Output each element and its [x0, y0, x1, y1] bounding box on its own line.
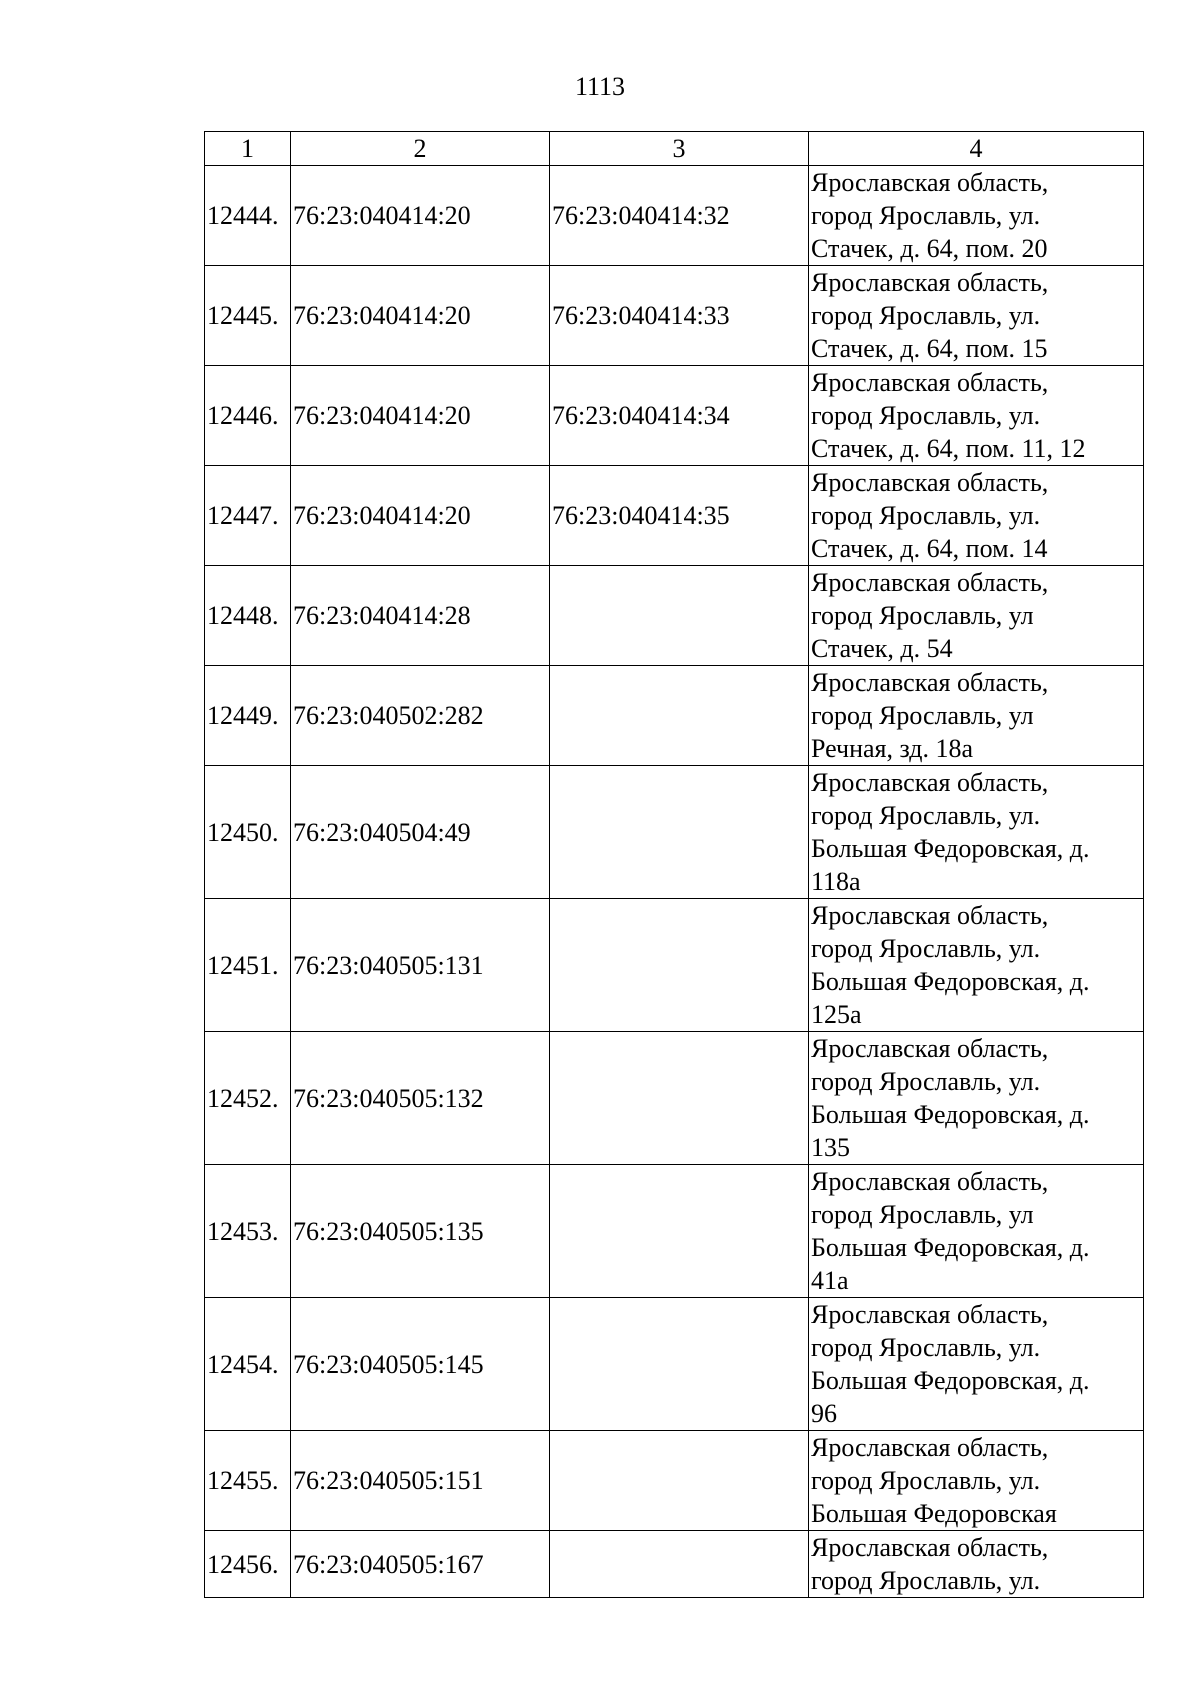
table-header — [205, 132, 1144, 166]
object-number-cell — [550, 1531, 809, 1598]
address-line: Ярославская область, — [811, 768, 1049, 797]
registry-table — [204, 131, 1144, 1598]
parcel-number-cell: 76:23:040414:20 — [291, 466, 550, 566]
address-line: город Ярославль, ул. — [811, 934, 1041, 963]
address-line: 118а — [811, 867, 861, 896]
table-row — [205, 666, 1144, 766]
row-number-cell: 12455. — [205, 1431, 291, 1531]
table-row — [205, 899, 1144, 1032]
address-line: Большая Федоровская — [811, 1499, 1057, 1528]
parcel-number-cell: 76:23:040505:167 — [291, 1531, 550, 1598]
table-row — [205, 366, 1144, 466]
object-number-cell — [550, 1431, 809, 1531]
address-line: Ярославская область, — [811, 668, 1049, 697]
object-number-cell — [550, 566, 809, 666]
table-row — [205, 1431, 1144, 1531]
address-cell — [809, 899, 1144, 1032]
address-line: Ярославская область, — [811, 1167, 1049, 1196]
address-line: город Ярославль, ул. — [811, 1333, 1041, 1362]
address-line: 96 — [811, 1399, 837, 1428]
parcel-number-cell: 76:23:040414:28 — [291, 566, 550, 666]
address-line: Стачек, д. 64, пом. 11, 12 — [811, 434, 1086, 463]
page-number: 1113 — [574, 72, 626, 101]
address-line: Ярославская область, — [811, 1300, 1049, 1329]
address-cell — [809, 366, 1144, 466]
address-cell — [809, 566, 1144, 666]
column-header-1: 1 — [205, 132, 291, 166]
parcel-number-cell: 76:23:040414:20 — [291, 166, 550, 266]
address-line: город Ярославль, ул. — [811, 801, 1041, 830]
address-line: Стачек, д. 64, пом. 20 — [811, 234, 1048, 263]
row-number-cell: 12448. — [205, 566, 291, 666]
address-line: Ярославская область, — [811, 468, 1049, 497]
address-line: город Ярославль, ул. — [811, 201, 1041, 230]
address-line: город Ярославль, ул — [811, 1200, 1034, 1229]
address-line: Большая Федоровская, д. — [811, 834, 1090, 863]
table-row — [205, 266, 1144, 366]
address-line: Стачек, д. 64, пом. 15 — [811, 334, 1048, 363]
address-cell — [809, 266, 1144, 366]
object-number-cell: 76:23:040414:34 — [550, 366, 809, 466]
row-number-cell: 12456. — [205, 1531, 291, 1598]
table-row — [205, 566, 1144, 666]
address-line: город Ярославль, ул. — [811, 401, 1041, 430]
address-line: Ярославская область, — [811, 1533, 1049, 1562]
object-number-cell — [550, 766, 809, 899]
address-line: Большая Федоровская, д. — [811, 1100, 1090, 1129]
parcel-number-cell: 76:23:040414:20 — [291, 266, 550, 366]
row-number-cell: 12444. — [205, 166, 291, 266]
object-number-cell — [550, 1165, 809, 1298]
row-number-cell: 12452. — [205, 1032, 291, 1165]
object-number-cell — [550, 666, 809, 766]
row-number-cell: 12445. — [205, 266, 291, 366]
table-row — [205, 166, 1144, 266]
address-line: Большая Федоровская, д. — [811, 1233, 1090, 1262]
address-cell — [809, 1298, 1144, 1431]
parcel-number-cell: 76:23:040414:20 — [291, 366, 550, 466]
address-line: Ярославская область, — [811, 1433, 1049, 1462]
address-line: Ярославская область, — [811, 568, 1049, 597]
object-number-cell: 76:23:040414:33 — [550, 266, 809, 366]
header-row — [205, 132, 1144, 166]
address-cell — [809, 1531, 1144, 1598]
address-line: город Ярославль, ул. — [811, 1067, 1041, 1096]
object-number-cell: 76:23:040414:35 — [550, 466, 809, 566]
parcel-number-cell: 76:23:040505:132 — [291, 1032, 550, 1165]
table-row — [205, 1531, 1144, 1598]
address-line: Ярославская область, — [811, 901, 1049, 930]
column-header-2: 2 — [291, 132, 550, 166]
address-cell — [809, 1032, 1144, 1165]
address-line: город Ярославль, ул. — [811, 1466, 1041, 1495]
address-line: город Ярославль, ул. — [811, 501, 1041, 530]
column-header-4: 4 — [809, 132, 1144, 166]
row-number-cell: 12451. — [205, 899, 291, 1032]
address-line: город Ярославль, ул — [811, 701, 1034, 730]
table-body — [205, 166, 1144, 1598]
table-row — [205, 1032, 1144, 1165]
row-number-cell: 12447. — [205, 466, 291, 566]
address-line: Речная, зд. 18а — [811, 734, 974, 763]
parcel-number-cell: 76:23:040505:131 — [291, 899, 550, 1032]
parcel-number-cell: 76:23:040505:145 — [291, 1298, 550, 1431]
row-number-cell: 12453. — [205, 1165, 291, 1298]
column-header-3: 3 — [550, 132, 809, 166]
address-cell — [809, 666, 1144, 766]
object-number-cell: 76:23:040414:32 — [550, 166, 809, 266]
table-row — [205, 766, 1144, 899]
object-number-cell — [550, 1032, 809, 1165]
address-line: Ярославская область, — [811, 268, 1049, 297]
table-row — [205, 466, 1144, 566]
address-line: Большая Федоровская, д. — [811, 967, 1090, 996]
parcel-number-cell: 76:23:040505:151 — [291, 1431, 550, 1531]
object-number-cell — [550, 899, 809, 1032]
address-line: Большая Федоровская, д. — [811, 1366, 1090, 1395]
address-cell — [809, 1431, 1144, 1531]
address-line: Стачек, д. 54 — [811, 634, 953, 663]
address-cell — [809, 1165, 1144, 1298]
address-line: 125а — [811, 1000, 862, 1029]
parcel-number-cell: 76:23:040504:49 — [291, 766, 550, 899]
parcel-number-cell: 76:23:040505:135 — [291, 1165, 550, 1298]
row-number-cell: 12450. — [205, 766, 291, 899]
row-number-cell: 12454. — [205, 1298, 291, 1431]
table-row — [205, 1298, 1144, 1431]
parcel-number-cell: 76:23:040502:282 — [291, 666, 550, 766]
address-line: город Ярославль, ул — [811, 601, 1034, 630]
address-line: 41а — [811, 1266, 849, 1295]
object-number-cell — [550, 1298, 809, 1431]
address-line: Ярославская область, — [811, 1034, 1049, 1063]
address-cell — [809, 766, 1144, 899]
table-row — [205, 1165, 1144, 1298]
address-line: Стачек, д. 64, пом. 14 — [811, 534, 1048, 563]
address-line: Ярославская область, — [811, 168, 1049, 197]
row-number-cell: 12449. — [205, 666, 291, 766]
address-line: город Ярославль, ул. — [811, 1566, 1041, 1595]
address-cell — [809, 166, 1144, 266]
address-line: 135 — [811, 1133, 850, 1162]
row-number-cell: 12446. — [205, 366, 291, 466]
address-line: город Ярославль, ул. — [811, 301, 1041, 330]
address-line: Ярославская область, — [811, 368, 1049, 397]
address-cell — [809, 466, 1144, 566]
